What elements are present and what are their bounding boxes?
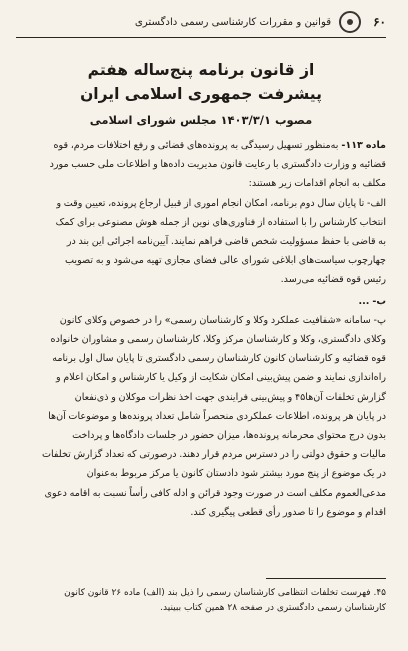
body-line: قضائیه و وزارت دادگستری با رعایت قانون مدیریت داده‌ها و اطلاعات ملی حسب مورد	[49, 159, 386, 171]
body-line: گزارش تخلفات آن‌ها۴۵ و پیش‌بینی فرایندی جهت اخذ نظرات موکلان و ذی‌نفعان	[74, 391, 386, 403]
heading-line-2: پیشرفت جمهوری اسلامی ایران	[80, 85, 322, 103]
footnote-line: کارشناسان رسمی دادگستری در صفحه ۲۸ همین کتاب ببینید.	[160, 603, 386, 613]
clause-be: ب- ...	[358, 295, 386, 307]
body-line: ماده ۱۱۳- به‌منظور تسهیل رسیدگی به پرونده‌های قضائی و رفع اختلافات مردم، قوه	[53, 140, 386, 151]
body-line: انتخاب کارشناس را با استفاده از فناوری‌های نوین از جمله هوش مصنوعی برای کمک	[55, 216, 386, 228]
footnote	[16, 586, 386, 616]
body-line: به قاضی با حفظ مسؤولیت شخص قاضی فراهم نمایند. آیین‌نامه اجرائی این بند در	[66, 236, 386, 248]
article-body	[16, 136, 386, 522]
approval-date: مصوب ۱۴۰۳/۳/۱ مجلس شورای اسلامی	[89, 113, 313, 127]
article-label: ماده ۱۱۳-	[338, 140, 386, 151]
body-line: بدون درج محتوای محرمانه پرونده‌ها، میزان حضور در جلسات دادگاه‌ها و پرداخت	[72, 430, 386, 442]
body-line: در پایان هر پرونده، اطلاعات عملکردی منحصراً شامل تعداد پرونده‌ها و موضوعات آن‌ها	[48, 410, 386, 422]
body-line: رئیس قوه قضائیه می‌رسد.	[280, 274, 386, 286]
footnote-line: ۴۵. فهرست تخلفات انتظامی کارشناسان رسمی را ذیل بند (الف) ماده ۲۶ قانون کانون	[64, 588, 386, 598]
heading-line-1: از قانون برنامه پنج‌ساله هفتم	[87, 61, 315, 79]
clause-pe: پ- سامانه «شفافیت عملکرد وکلا و کارشناسان رسمی» را در خصوص وکلای کانون	[59, 314, 386, 326]
clause-alef: الف- تا پایان سال دوم برنامه، امکان انجام اموری از قبیل ارجاع پرونده، تعیین وقت و	[56, 197, 386, 209]
body-line: مالیات و حقوق دولتی را در دسترس مردم قرار دهند. درصورتی که تعداد گزارش تخلفات	[41, 449, 386, 461]
footnote-divider	[266, 578, 386, 579]
body-line: در یک موضوع از پنج مورد بیشتر شود دادستان کانون یا مرکز مربوط به‌عنوان	[86, 468, 386, 480]
body-line: مدعی‌العموم مکلف است در صورت وجود قرائن و ادله کافی رأساً نسبت به اقامه دعوی	[44, 487, 386, 499]
body-line: وکلای دادگستری، وکلا و کارشناسان مرکز وکلا، کارشناسان رسمی و مشاوران خانواده	[50, 334, 386, 346]
running-header	[16, 10, 386, 38]
body-line: اقدام و موضوع را تا صدور رأی قطعی پیگیری کند.	[190, 506, 386, 518]
body-line: چهارچوب سیاست‌های ابلاغی شورای عالی فضای مجازی تهیه می‌شود و به تصویب	[65, 255, 386, 267]
emblem-icon	[339, 11, 361, 33]
page-number: ۶۰	[373, 15, 386, 29]
law-heading	[16, 58, 386, 130]
body-line: مکلف به انجام اقدامات زیر هستند:	[248, 178, 386, 190]
running-title: قوانین و مقررات کارشناسی رسمی دادگستری	[134, 16, 332, 28]
body-line: قوه قضائیه و کارشناسان کانون کارشناسان رسمی دادگستری تا پایان سال اول برنامه	[52, 353, 386, 365]
body-line: راه‌اندازی نمایند و ضمن پیش‌بینی امکان شکایت از وکیل یا کارشناس و امکان اعلام و	[56, 372, 386, 384]
